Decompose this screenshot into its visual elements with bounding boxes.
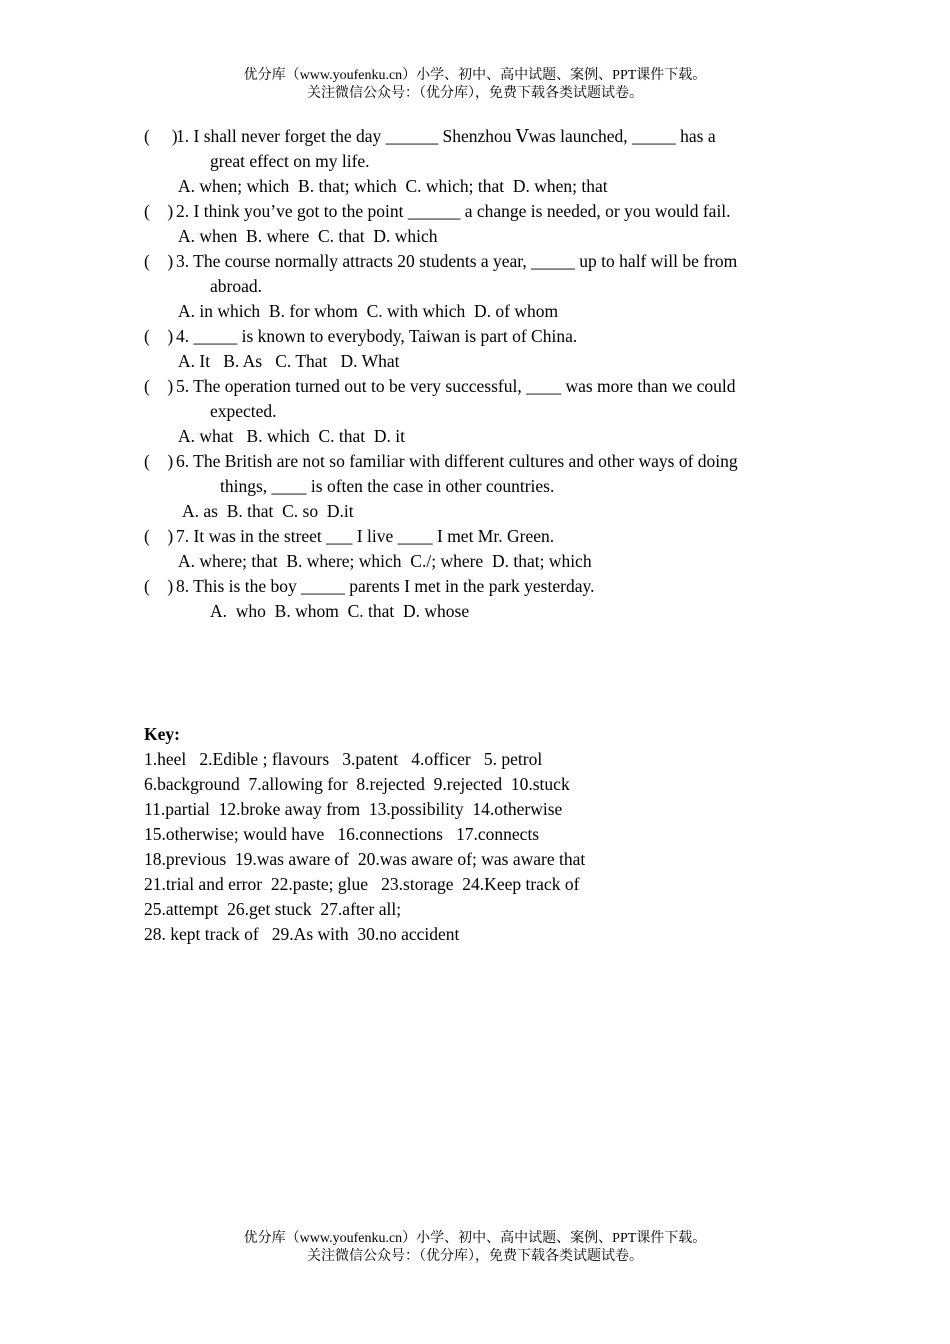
question-8: [144, 574, 806, 624]
question-options: A. when; which B. that; which C. which; that D. when; that: [178, 176, 608, 196]
question-stem: 1. I shall never forget the day ______ Shenzhou Ⅴwas launched, _____ has a: [176, 126, 716, 146]
question-continuation: expected.: [210, 401, 277, 421]
question-options: A. when B. where C. that D. which: [178, 226, 438, 246]
question-stem: 2. I think you’ve got to the point ______ a change is needed, or you would fail.: [176, 201, 731, 221]
question-3: [144, 249, 806, 324]
question-options: A. in which B. for whom C. with which D. of whom: [178, 301, 559, 321]
answer-blank: ( ): [144, 376, 174, 396]
question-5: [144, 374, 806, 449]
question-2: [144, 199, 806, 249]
answer-key-line: 18.previous 19.was aware of 20.was aware of; was aware that: [144, 849, 586, 869]
question-stem: 6. The British are not so familiar with different cultures and other ways of doing: [176, 451, 738, 471]
answer-blank: ( ): [144, 126, 178, 146]
answer-blank: ( ): [144, 251, 174, 271]
page-header: [0, 67, 950, 103]
question-7: [144, 524, 806, 574]
question-6: [144, 449, 806, 524]
question-options: A. what B. which C. that D. it: [178, 426, 405, 446]
question-1: [144, 124, 806, 199]
question-continuation: abroad.: [210, 276, 262, 296]
answer-key-line: 28. kept track of 29.As with 30.no accident: [144, 924, 460, 944]
answer-key-line: 1.heel 2.Edible ; flavours 3.patent 4.officer 5. petrol: [144, 749, 543, 769]
answer-key-line: 15.otherwise; would have 16.connections 17.connects: [144, 824, 540, 844]
answer-blank: ( ): [144, 201, 174, 221]
question-stem: 4. _____ is known to everybody, Taiwan is part of China.: [176, 326, 578, 346]
answer-key-line: 6.background 7.allowing for 8.rejected 9.rejected 10.stuck: [144, 774, 570, 794]
answer-blank: ( ): [144, 451, 174, 471]
answer-key-line: 21.trial and error 22.paste; glue 23.storage 24.Keep track of: [144, 874, 580, 894]
answer-blank: ( ): [144, 326, 174, 346]
page-footer: [0, 1230, 950, 1266]
header-line-2: 关注微信公众号：（优分库），免费下载各类试题试卷。: [307, 86, 643, 101]
question-stem: 3. The course normally attracts 20 students a year, _____ up to half will be from: [176, 251, 738, 271]
question-options: A. as B. that C. so D.it: [182, 501, 354, 521]
document-body: [144, 124, 806, 947]
question-continuation: things, ____ is often the case in other countries.: [220, 476, 555, 496]
question-4: [144, 324, 806, 374]
answer-key-title: Key:: [144, 724, 180, 744]
answer-key-line: 25.attempt 26.get stuck 27.after all;: [144, 899, 402, 919]
question-stem: 5. The operation turned out to be very successful, ____ was more than we could: [176, 376, 736, 396]
answer-key-line: 11.partial 12.broke away from 13.possibility 14.otherwise: [144, 799, 563, 819]
question-continuation: great effect on my life.: [210, 151, 370, 171]
question-stem: 7. It was in the street ___ I live ____ I met Mr. Green.: [176, 526, 555, 546]
answer-key: [144, 722, 806, 947]
question-options: A. who B. whom C. that D. whose: [210, 601, 470, 621]
footer-line-1: 优分库（www.youfenku.cn）小学、初中、高中试题、案例、PPT课件下载。: [243, 1231, 707, 1246]
question-stem: 8. This is the boy _____ parents I met in the park yesterday.: [176, 576, 595, 596]
header-line-1: 优分库（www.youfenku.cn）小学、初中、高中试题、案例、PPT课件下载。: [243, 68, 707, 83]
answer-blank: ( ): [144, 526, 174, 546]
answer-blank: ( ): [144, 576, 174, 596]
question-options: A. It B. As C. That D. What: [178, 351, 400, 371]
question-options: A. where; that B. where; which C./; where D. that; which: [178, 551, 592, 571]
footer-line-2: 关注微信公众号：（优分库），免费下载各类试题试卷。: [307, 1249, 643, 1264]
